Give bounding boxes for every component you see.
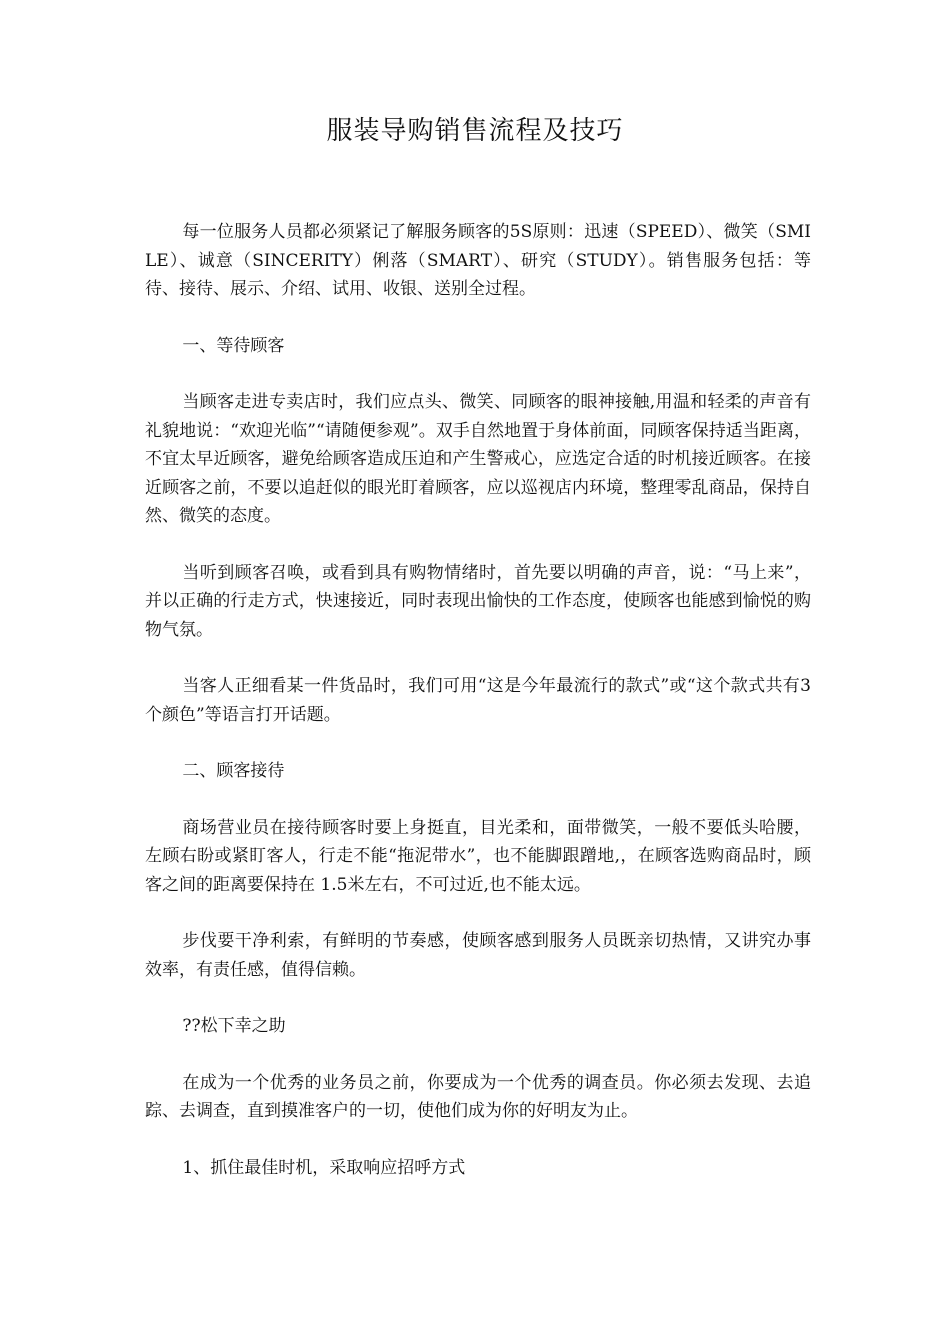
- document-body: [145, 218, 811, 1210]
- paragraph-5s-principles: 每一位服务人员都必须紧记了解服务顾客的5S原则：迅速（SPEED）、微笑（SMILE）、诚意（SINCERITY）俐落（SMART）、研究（STUDY）。销售服务包括：等待、接待、展示、介绍、试用、收银、送别全过程。: [145, 222, 811, 299]
- paragraph-posture: 商场营业员在接待顾客时要上身挺直，目光柔和，面带微笑，一般不要低头哈腰，左顾右盼或紧盯客人，行走不能“拖泥带水”，也不能脚跟蹭地,，在顾客选购商品时，顾客之间的距离要保持在 1.5米左右，不可过近,也不能太远。: [145, 817, 811, 895]
- paragraph-opening-topic: 当客人正细看某一件货品时，我们可用“这是今年最流行的款式”或“这个款式共有3个颜色”等语言打开话题。: [145, 676, 811, 725]
- page-title: 服装导购销售流程及技巧: [326, 116, 624, 146]
- paragraph-customer-call: 当听到顾客召唤，或看到具有购物情绪时，首先要以明确的声音，说：“马上来”，并以正确的行走方式，快速接近，同时表现出愉快的工作态度，使顾客也能感到愉悦的购物气氛。: [145, 562, 811, 640]
- section-heading-reception: 二、顾客接待: [182, 761, 285, 781]
- quote-attribution: ??松下幸之助: [182, 1016, 286, 1036]
- section-heading-waiting: 一、等待顾客: [182, 335, 285, 356]
- paragraph-greeting: 当顾客走进专卖店时，我们应点头、微笑、同顾客的眼神接触,用温和轻柔的声音有礼貌地说：“欢迎光临”“请随便参观”。双手自然地置于身体前面，同顾客保持适当距离，不宜太早近顾客，避免给顾客造成压迫和产生警戒心，应选定合适的时机接近顾客。在接近顾客之前，不要以追赶似的眼光盯着顾客，应以巡视店内环境，整理零乱商品，保持自然、微笑的态度。: [145, 392, 811, 526]
- paragraph-pace: 步伐要干净利索，有鲜明的节奏感，使顾客感到服务人员既亲切热情，又讲究办事效率，有责任感，值得信赖。: [145, 931, 811, 980]
- paragraph-quote: 在成为一个优秀的业务员之前，你要成为一个优秀的调查员。你必须去发现、去追踪、去调查，直到摸准客户的一切，使他们成为你的好明友为止。: [145, 1072, 811, 1121]
- subsection-heading-timing: 1、抓住最佳时机，采取响应招呼方式: [182, 1157, 466, 1178]
